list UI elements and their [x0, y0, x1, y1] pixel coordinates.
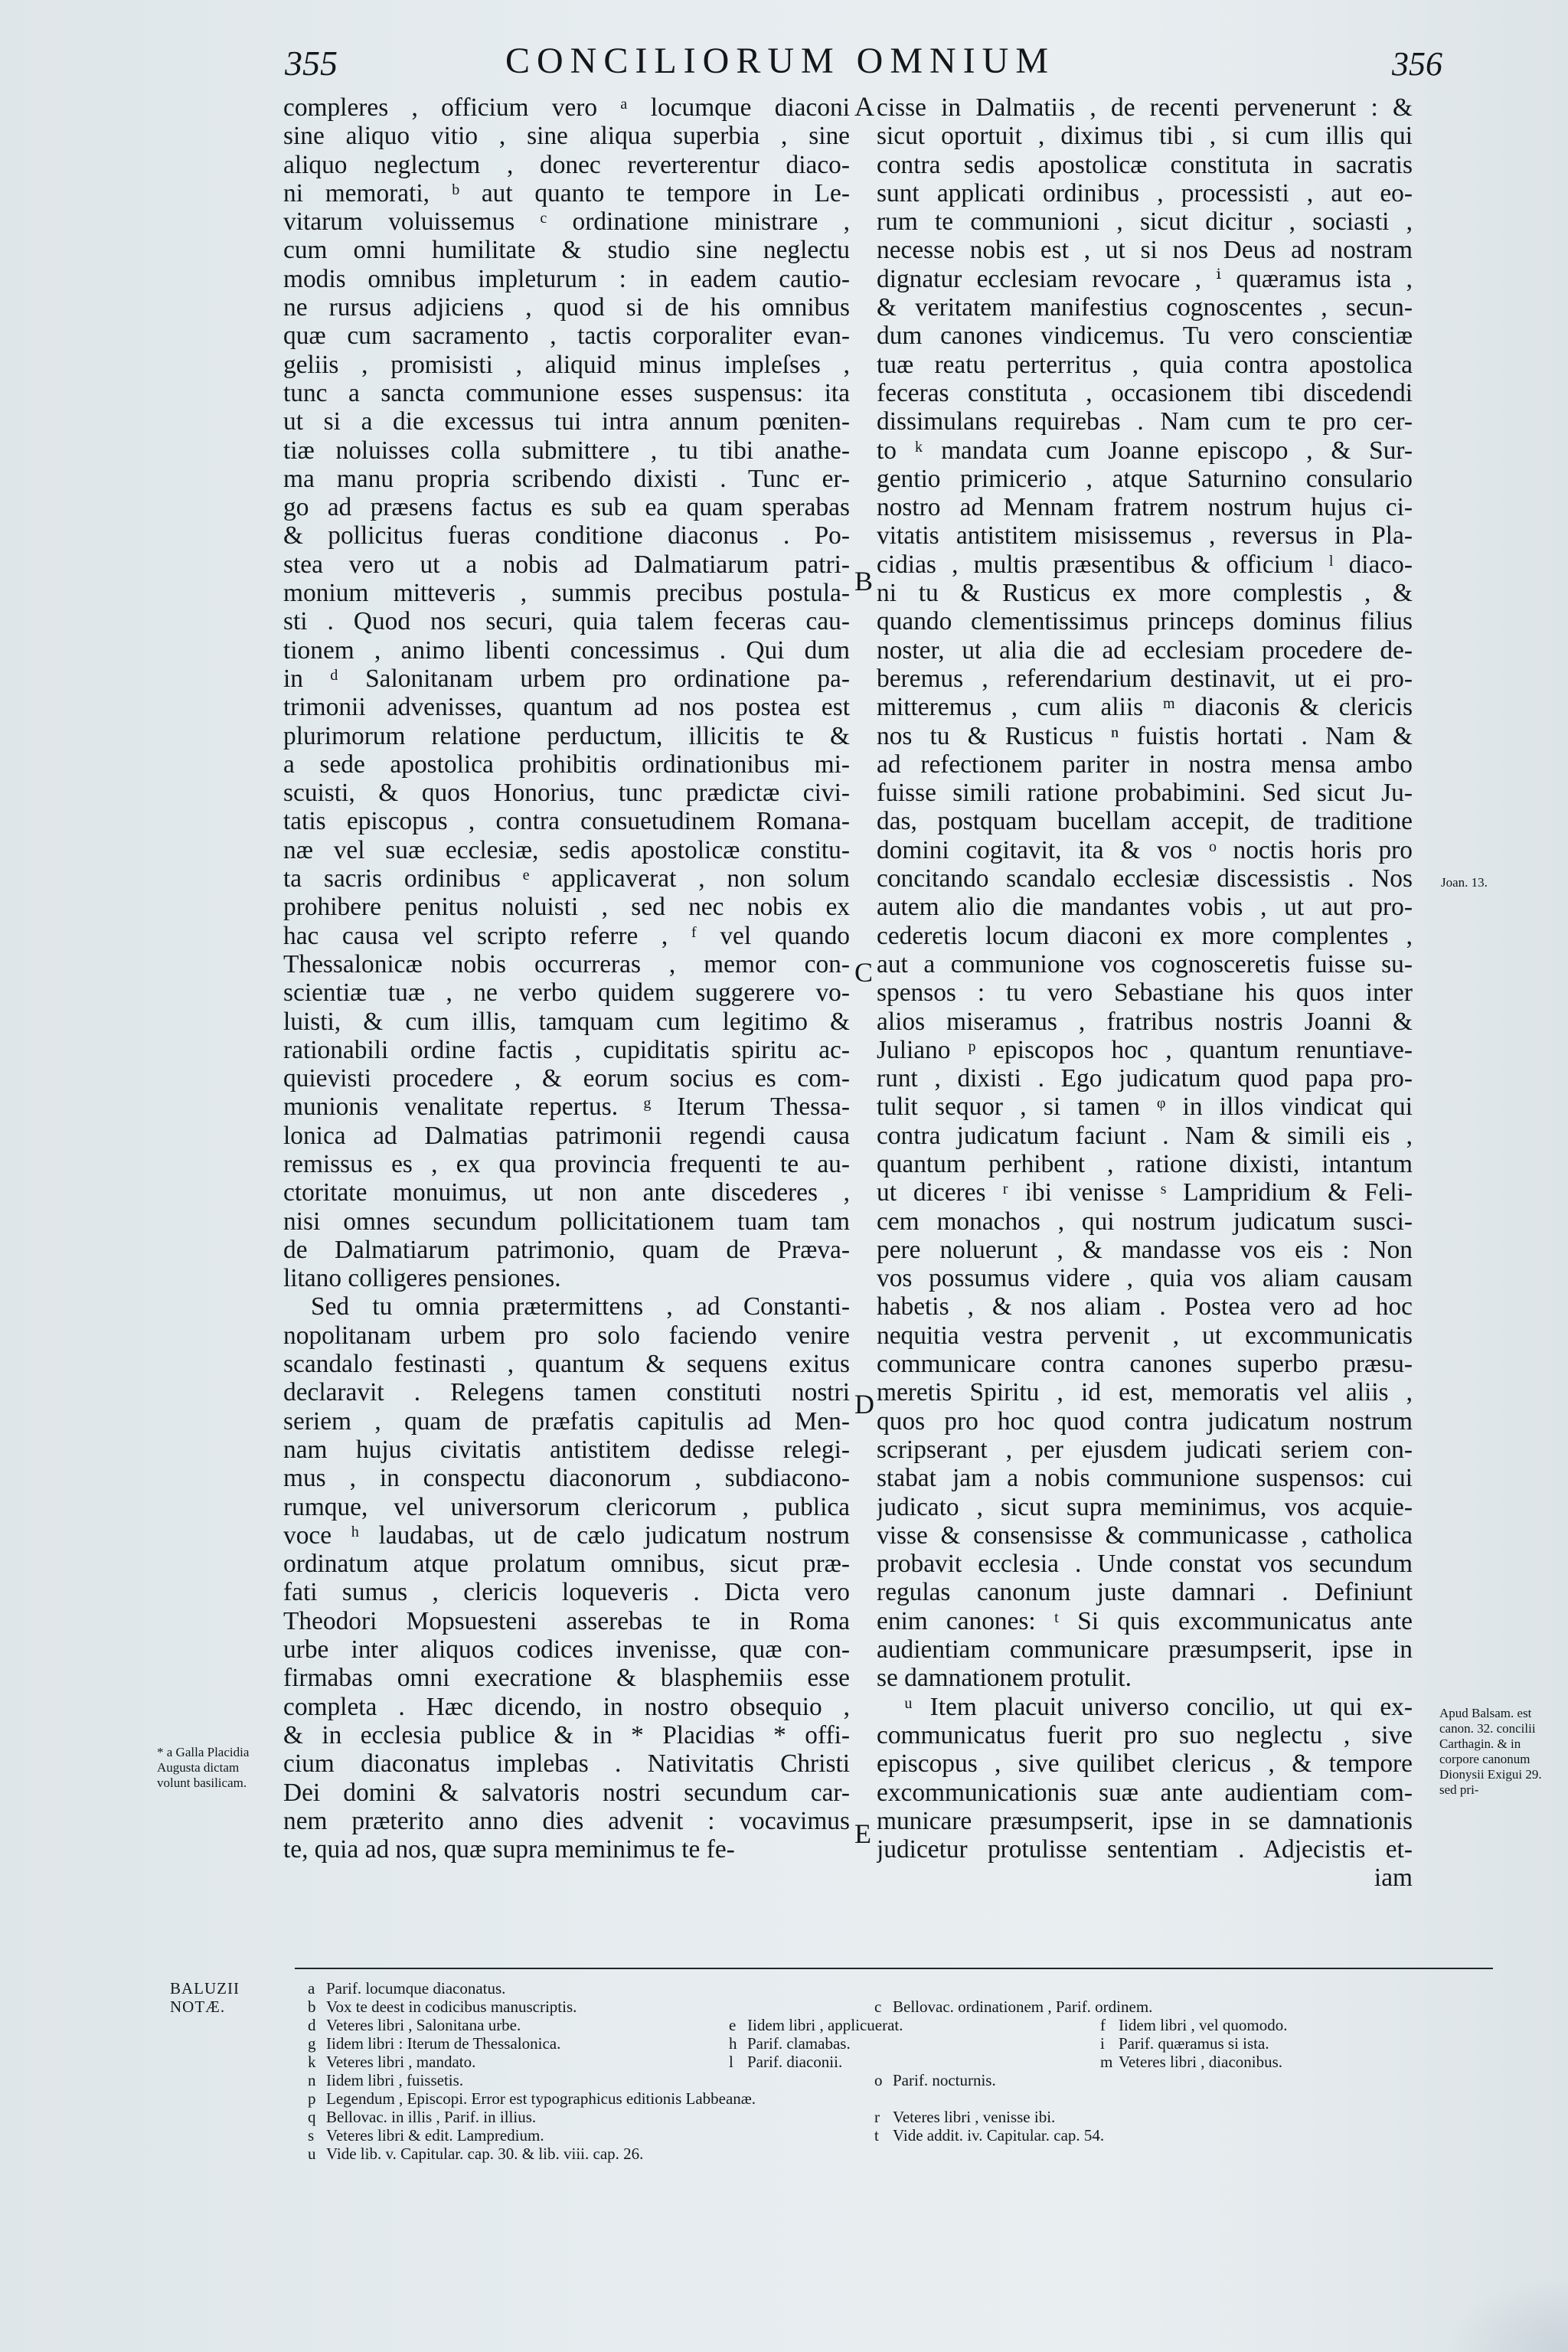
footnote-key: u [308, 2145, 316, 2163]
footnote-key: t [874, 2126, 879, 2145]
footnote-text: Iidem libri , vel quomodo. [1119, 2016, 1288, 2034]
text-line: de Dalmatiarum patrimonio, quam de Præva- [283, 1235, 850, 1264]
text-line: spensos : tu vero Sebastiane his quos inter [877, 978, 1413, 1008]
text-line: rum te communioni , sicut dicitur , sociasti , [877, 207, 1413, 237]
text-line: næ vel suæ ecclesiæ, sedis apostolicæ constitu- [283, 835, 850, 864]
text-line: noster, ut alia die ad ecclesiam procedere de- [877, 635, 1413, 665]
text-line: munionis venalitate repertus. ᵍ Iterum Thessa- [283, 1093, 850, 1122]
text-line: feceras constituta , occasionem tibi discedendi [877, 378, 1413, 407]
text-line: tiæ noluisses colla submittere , tu tibi anathe- [283, 436, 850, 465]
text-line: firmabas omni execratione & blasphemiis esse [283, 1664, 850, 1693]
footnote-text: Parif. diaconii. [747, 2053, 843, 2071]
footnote-key: c [874, 1998, 882, 2016]
text-line: hac causa vel scripto referre , ᶠ vel quando [283, 921, 850, 950]
text-line: urbe inter aliquos codices invenisse, quæ con- [283, 1635, 850, 1664]
text-line: te, quia ad nos, quæ supra meminimus te fe- [283, 1835, 735, 1864]
text-line: litano colligeres pensiones. [283, 1264, 561, 1293]
text-line: monium mitteveris , summis precibus postula- [283, 579, 850, 608]
footnote-list [308, 1979, 1456, 2163]
footnote-row [308, 2034, 1456, 2053]
text-line: tuæ reatu perterritus , quia contra apostolica [877, 350, 1413, 379]
text-line: lonica ad Dalmatias patrimonii regendi causa [283, 1121, 850, 1150]
text-line: quievisti procedere , & eorum socius es com- [283, 1064, 850, 1093]
footnote-row [308, 2108, 1456, 2126]
text-line: tunc a sancta communione esses suspensus: ita [283, 378, 850, 407]
text-line: plurimorum relatione perductum, illicitis te & [283, 721, 850, 750]
margin-note-scripture: Joan. 13. [1441, 875, 1488, 890]
footnote-row [308, 2145, 1456, 2163]
footnote-key: d [308, 2016, 316, 2034]
margin-note-right: Apud Balsam. est canon. 32. concilii Carthagin. & in corpore canonum Dionysii Exigui 29. sed pri- [1439, 1706, 1542, 1797]
footnote-text: Bellovac. ordinationem , Parif. ordinem. [893, 1998, 1153, 2016]
page-number-left: 355 [285, 44, 338, 83]
footnote-key: a [308, 1979, 315, 1998]
text-line: municare præsumpserit, ipse in se damnationis [877, 1806, 1413, 1835]
footnote-text: Vide lib. v. Capitular. cap. 30. & lib. viii. cap. 26. [326, 2145, 644, 2163]
text-line: go ad præsens factus es sub ea quam sperabas [283, 493, 850, 522]
footnote-key: g [308, 2034, 316, 2053]
text-line: necesse nobis est , ut si nos Deus ad nostram [877, 236, 1413, 265]
text-line: dignatur ecclesiam revocare , ⁱ quæramus ista , [877, 264, 1413, 293]
text-line: ni tu & Rusticus ex more complestis , & [877, 579, 1413, 608]
footnote-text: Veteres libri , venisse ibi. [893, 2108, 1056, 2126]
footnote-row [308, 2126, 1456, 2145]
footnote-row [308, 1998, 1456, 2016]
footnote-key: p [308, 2089, 316, 2108]
text-line: communicatus fuerit pro suo neglectu , sive [877, 1720, 1413, 1749]
text-line: ᵘ Item placuit universo concilio, ut qui ex- [904, 1692, 1413, 1721]
text-line: concitando scandalo ecclesiæ discessistis . Nos [877, 864, 1413, 893]
text-line: remissus es , ex qua provincia frequenti te au- [283, 1149, 850, 1178]
margin-note-left: * a Galla Placidia Augusta dictam volunt basilicam. [157, 1745, 250, 1790]
text-line: ut diceres ʳ ibi venisse ˢ Lampridium & Feli- [877, 1178, 1413, 1207]
text-line: beremus , referendarium destinavit, ut ei pro- [877, 664, 1413, 693]
footnote-row [308, 2089, 1456, 2108]
text-line: iam [1374, 1864, 1413, 1893]
footnote-key: n [308, 2071, 316, 2089]
footnote-row [308, 2053, 1456, 2071]
text-line: & in ecclesia publice & in * Placidias * offi- [283, 1720, 850, 1749]
text-line: autem alio die mandantes vobis , ut aut pro- [877, 893, 1413, 922]
text-line: scandalo festinasti , quantum & sequens exitus [283, 1350, 850, 1379]
page-header [0, 40, 1568, 86]
text-line: Juliano ᵖ episcopos hoc , quantum renuntiave- [877, 1035, 1413, 1064]
text-line: nostro ad Mennam fratrem nostrum hujus ci- [877, 493, 1413, 522]
footnote-key: r [874, 2108, 880, 2126]
text-line: & veritatem manifestius cognoscentes , secun- [877, 293, 1413, 322]
text-line: nos tu & Rusticus ⁿ fuistis hortati . Nam & [877, 721, 1413, 750]
text-line: to ᵏ mandata cum Joanne episcopo , & Sur- [877, 436, 1413, 465]
text-line: nem præterito anno dies advenit : vocavimus [283, 1806, 850, 1835]
text-line: visse & consensisse & communicasse , catholica [877, 1521, 1413, 1550]
footnote-key: s [308, 2126, 315, 2145]
text-line: das, postquam bucellam accepit, de traditione [877, 807, 1413, 836]
text-line: geliis , promisisti , aliquid minus impleſses , [283, 350, 850, 379]
text-line: Theodori Mopsuesteni asserebas te in Roma [283, 1606, 850, 1635]
text-line: nopolitanam urbem pro solo faciendo venire [283, 1321, 850, 1350]
text-line: alios miseramus , fratribus nostris Joanni & [877, 1007, 1413, 1036]
text-line: contra judicatum faciunt . Nam & simili eis , [877, 1121, 1413, 1150]
left-text-column [283, 93, 850, 1864]
text-line: sine aliquo vitio , sine aliqua superbia , sine [283, 122, 850, 151]
text-line: luisti, & cum illis, tamquam cum legitimo & [283, 1007, 850, 1036]
footnote-text: Parif. locumque diaconatus. [326, 1979, 506, 1998]
page-shadow [1446, 2275, 1568, 2352]
text-line: nam hujus civitatis antistitem dedisse relegi- [283, 1435, 850, 1464]
text-line: domini cogitavit, ita & vos ᵒ noctis horis pro [877, 835, 1413, 864]
text-line: cum omni humilitate & studio sine neglectu [283, 236, 850, 265]
footnote-text: Iidem libri , applicuerat. [747, 2016, 903, 2034]
footnote-key: e [729, 2016, 737, 2034]
text-line: ta sacris ordinibus ᵉ applicaverat , non solum [283, 864, 850, 893]
footnote-text: Bellovac. in illis , Parif. in illius. [326, 2108, 537, 2126]
text-line: tionem , animo libenti concessimus . Qui dum [283, 635, 850, 665]
text-line: scripserant , per ejusdem judicati seriem con- [877, 1435, 1413, 1464]
text-line: cidias , multis præsentibus & officium ˡ diaco- [877, 550, 1413, 579]
text-line: scuisti, & quos Honorius, tunc prædictæ civi- [283, 779, 850, 808]
footnote-text: Veteres libri & edit. Lampredium. [326, 2126, 544, 2145]
footnote-text: Vox te deest in codicibus manuscriptis. [326, 1998, 577, 2016]
text-line: prohibere penitus noluisti , sed nec nobis ex [283, 893, 850, 922]
text-line: fuisse simili ratione probabimini. Sed sicut Ju- [877, 779, 1413, 808]
section-mark-c: C [854, 957, 874, 988]
section-mark-b: B [854, 566, 874, 596]
text-line: regulas canonum juste damnari . Definiunt [877, 1578, 1413, 1607]
footnote-text: Parif. clamabas. [747, 2034, 851, 2053]
text-line: dum canones vindicemus. Tu vero conscientiæ [877, 322, 1413, 351]
text-line: declaravit . Relegens tamen constituti nostri [283, 1378, 850, 1407]
text-line: judicetur protulisse sententiam . Adjecistis et- [877, 1835, 1413, 1864]
footnote-key: b [308, 1998, 316, 2016]
text-line: judicato , sicut supra meminimus, vos acquie- [877, 1492, 1413, 1521]
text-line: nisi omnes secundum pollicitationem tuam tam [283, 1207, 850, 1236]
text-line: seriem , quam de præfatis capitulis ad Men- [283, 1406, 850, 1436]
text-line: fati sumus , clericis loqueveris . Dicta vero [283, 1578, 850, 1607]
text-line: runt , dixisti . Ego judicatum quod papa pro- [877, 1064, 1413, 1093]
text-line: aliquo neglectum , donec reverterentur diaco- [283, 150, 850, 179]
text-line: audientiam communicare præsumpserit, ipse in [877, 1635, 1413, 1664]
page-number-right: 356 [1392, 45, 1442, 83]
footnote-row [308, 1979, 1456, 1998]
text-line: quando clementissimus princeps dominus filius [877, 607, 1413, 636]
text-line: ctoritate monuimus, ut non ante discederes , [283, 1178, 850, 1207]
text-line: nequitia vestra pervenit , ut excommunicatis [877, 1321, 1413, 1350]
text-line: mus , in conspectu diaconorum , subdiacono- [283, 1464, 850, 1493]
text-line: quos pro hoc quod contra judicatum nostrum [877, 1406, 1413, 1436]
text-line: ad refectionem pariter in nostra mensa ambo [877, 750, 1413, 779]
footnote-key: i [1100, 2034, 1105, 2053]
text-line: Dei domini & salvatoris nostri secundum car- [283, 1778, 850, 1807]
text-line: compleres , officium vero ᵃ locumque diaconi [283, 93, 850, 122]
text-line: ordinatum atque prolatum omnibus, sicut præ- [283, 1550, 850, 1579]
footnote-row [308, 2071, 1456, 2089]
section-mark-e: E [854, 1818, 871, 1849]
section-mark-d: D [854, 1389, 874, 1419]
text-line: meretis Spiritu , id est, memoratis vel aliis , [877, 1378, 1413, 1407]
footnote-key: k [308, 2053, 316, 2071]
footnote-text: Veteres libri , diaconibus. [1119, 2053, 1283, 2071]
text-line: Sed tu omnia prætermittens , ad Constanti- [311, 1292, 850, 1321]
text-line: mitteremus , cum aliis ᵐ diaconis & clericis [877, 693, 1413, 722]
footnote-text: Veteres libri , mandato. [326, 2053, 476, 2071]
text-line: tatis episcopus , contra consuetudinem Romana- [283, 807, 850, 836]
text-line: Thessalonicæ nobis occurreras , memor con- [283, 949, 850, 978]
text-line: sicut oportuit , diximus tibi , si cum illis qui [877, 122, 1413, 151]
footnote-text: Parif. quæramus si ista. [1119, 2034, 1269, 2053]
text-line: communicare contra canones superbo præsu- [877, 1350, 1413, 1379]
running-title: CONCILIORUM OMNIUM [505, 41, 1056, 81]
footnote-key: h [729, 2034, 737, 2053]
footnote-key: m [1100, 2053, 1113, 2071]
footnote-row [308, 2016, 1456, 2034]
text-line: in ᵈ Salonitanam urbem pro ordinatione pa- [283, 664, 850, 693]
text-line: vitatis antistitem misissemus , reversus in Pla- [877, 521, 1413, 550]
text-line: rumque, vel universorum clericorum , publica [283, 1492, 850, 1521]
text-line: sti . Quod nos securi, quia talem feceras cau- [283, 607, 850, 636]
text-line: probavit ecclesia . Unde constat vos secundum [877, 1550, 1413, 1579]
footnote-text: Iidem libri : Iterum de Thessalonica. [326, 2034, 561, 2053]
footnote-rule [295, 1968, 1493, 1969]
text-line: episcopus , sive quilibet clericus , & tempore [877, 1749, 1413, 1779]
text-line: voce ʰ laudabas, ut de cælo judicatum nostrum [283, 1521, 850, 1550]
text-line: aut a communione vos cognosceretis fuisse su- [877, 949, 1413, 978]
text-line: enim canones: ᵗ Si quis excommunicatus ante [877, 1606, 1413, 1635]
right-text-column [877, 93, 1413, 1893]
text-line: contra sedis apostolicæ constituta in sacratis [877, 150, 1413, 179]
text-line: excommunicationis suæ ante audientiam com- [877, 1778, 1413, 1807]
text-line: gentio primicerio , atque Saturnino consulario [877, 464, 1413, 493]
text-line: cederetis locum diaconi ex more complentes , [877, 921, 1413, 950]
text-line: stea vero ut a nobis ad Dalmatiarum patri- [283, 550, 850, 579]
text-line: trimonii advenisses, quantum ad nos postea est [283, 693, 850, 722]
text-line: vos possumus videre , quia vos aliam causam [877, 1264, 1413, 1293]
text-line: completa . Hæc dicendo, in nostro obsequio , [283, 1692, 850, 1721]
text-line: quantum perhibent , ratione dixisti, intantum [877, 1149, 1413, 1178]
footnote-text: Vide addit. iv. Capitular. cap. 54. [893, 2126, 1105, 2145]
text-line: modis omnibus impleturum : in eadem cautio- [283, 264, 850, 293]
section-mark-a: A [854, 91, 874, 122]
footnote-key: f [1100, 2016, 1106, 2034]
text-line: & pollicitus fueras conditione diaconus . Po- [283, 521, 850, 550]
footnote-key: l [729, 2053, 733, 2071]
text-line: habetis , & nos aliam . Postea vero ad hoc [877, 1292, 1413, 1321]
footnote-text: Legendum , Episcopi. Error est typographicus editionis Labbeanæ. [326, 2089, 756, 2108]
footnote-text: Parif. nocturnis. [893, 2071, 996, 2089]
text-line: se damnationem protulit. [877, 1664, 1132, 1693]
text-line: sunt applicati ordinibus , processisti , aut eo- [877, 178, 1413, 207]
footnote-text: Veteres libri , Salonitana urbe. [326, 2016, 521, 2034]
footnote-key: o [874, 2071, 883, 2089]
text-line: scientiæ tuæ , ne verbo quidem suggerere vo- [283, 978, 850, 1008]
footnote-text: Iidem libri , fuissetis. [326, 2071, 464, 2089]
text-line: ut si a die excessus tui intra annum pœniten- [283, 407, 850, 436]
text-line: dissimulans requirebas . Nam cum te pro cer- [877, 407, 1413, 436]
text-line: ne rursus adjiciens , quod si de his omnibus [283, 293, 850, 322]
text-line: ni memorati, ᵇ aut quanto te tempore in Le- [283, 178, 850, 207]
text-line: cium diaconatus implebas . Nativitatis Christi [283, 1749, 850, 1779]
text-line: ma manu propria scribendo dixisti . Tunc er- [283, 464, 850, 493]
text-line: pere noluerunt , & mandasse vos eis : Non [877, 1235, 1413, 1264]
text-line: cem monachos , qui nostrum judicatum susci- [877, 1207, 1413, 1236]
text-line: a sede apostolica prohibitis ordinationibus mi- [283, 750, 850, 779]
text-line: rationabili ordine factis , cupiditatis spiritu ac- [283, 1035, 850, 1064]
text-line: vitarum voluissemus ᶜ ordinatione ministrare , [283, 207, 850, 237]
text-line: quæ cum sacramento , tactis corporaliter evan- [283, 322, 850, 351]
text-line: cisse in Dalmatiis , de recenti pervenerunt : & [877, 93, 1413, 122]
footnotes-title: BALUZII NOTÆ. [170, 1979, 240, 2016]
footnote-key: q [308, 2108, 316, 2126]
text-line: stabat jam a nobis communione suspensos: cui [877, 1464, 1413, 1493]
text-line: tulit sequor , si tamen ᵠ in illos vindicat qui [877, 1093, 1413, 1122]
